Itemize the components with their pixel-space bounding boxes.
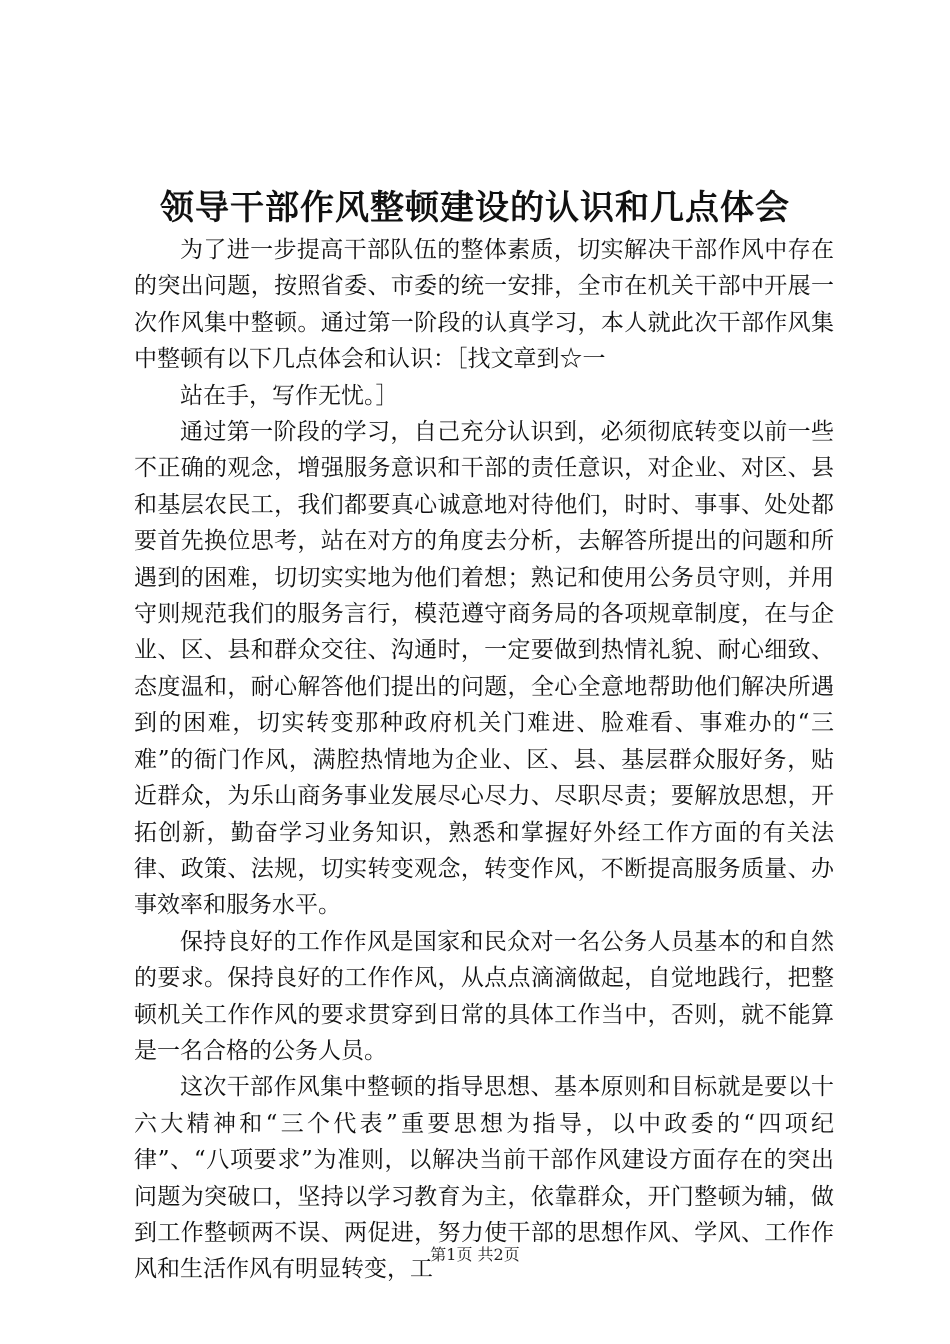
document-title: 领导干部作风整顿建设的认识和几点体会 — [160, 188, 790, 228]
paragraph-4: 保持良好的工作作风是国家和民众对一名公务人员基本的和自然的要求。保持良好的工作作风，从点点滴滴做起，自觉地践行，把整顿机关工作作风的要求贯穿到日常的具体工作当中，否则，就不能算是一名合格的公务人员。 — [134, 928, 834, 1064]
paragraph-1: 为了进一步提高干部队伍的整体素质，切实解决干部作风中存在的突出问题，按照省委、市委的统一安排，全市在机关干部中开展一次作风集中整顿。通过第一阶段的认真学习，本人就此次干部作风集中整顿有以下几点体会和认识：［找文章到☆一 — [134, 237, 834, 373]
paragraph-5: 这次干部作风集中整顿的指导思想、基本原则和目标就是要以十六大精神和“三个代表”重要思想为指导，以中政委的“四项纪律”、“八项要求”为准则，以解决当前干部作风建设方面存在的突出问题为突破口，坚持以学习教育为主，依靠群众，开门整顿为辅，做到工作整顿两不误、两促进，努力使干部的思想作风、学风、工作作风和生活作风有明显转变，工 — [134, 1074, 834, 1283]
document-body — [134, 232, 834, 1288]
page-footer: 第1页 共2页 — [430, 1245, 520, 1264]
paragraph-2: 站在手，写作无忧。］ — [180, 382, 399, 409]
paragraph-3: 通过第一阶段的学习，自己充分认识到，必须彻底转变以前一些不正确的观念，增强服务意识和干部的责任意识，对企业、对区、县和基层农民工，我们都要真心诚意地对待他们，时时、事事、处处都要首先换位思考，站在对方的角度去分析，去解答所提出的问题和所遇到的困难，切切实实地为他们着想；熟记和使用公务员守则，并用守则规范我们的服务言行，模范遵守商务局的各项规章制度，在与企业、区、县和群众交往、沟通时，一定要做到热情礼貌、耐心细致、态度温和，耐心解答他们提出的问题，全心全意地帮助他们解决所遇到的困难，切实转变那种政府机关门难进、脸难看、事难办的“三难”的衙门作风，满腔热情地为企业、区、县、基层群众服好务，贴近群众，为乐山商务事业发展尽心尽力、尽职尽责；要解放思想，开拓创新，勤奋学习业务知识，熟悉和掌握好外经工作方面的有关法律、政策、法规，切实转变观念，转变作风，不断提高服务质量、办事效率和服务水平。 — [134, 419, 834, 919]
